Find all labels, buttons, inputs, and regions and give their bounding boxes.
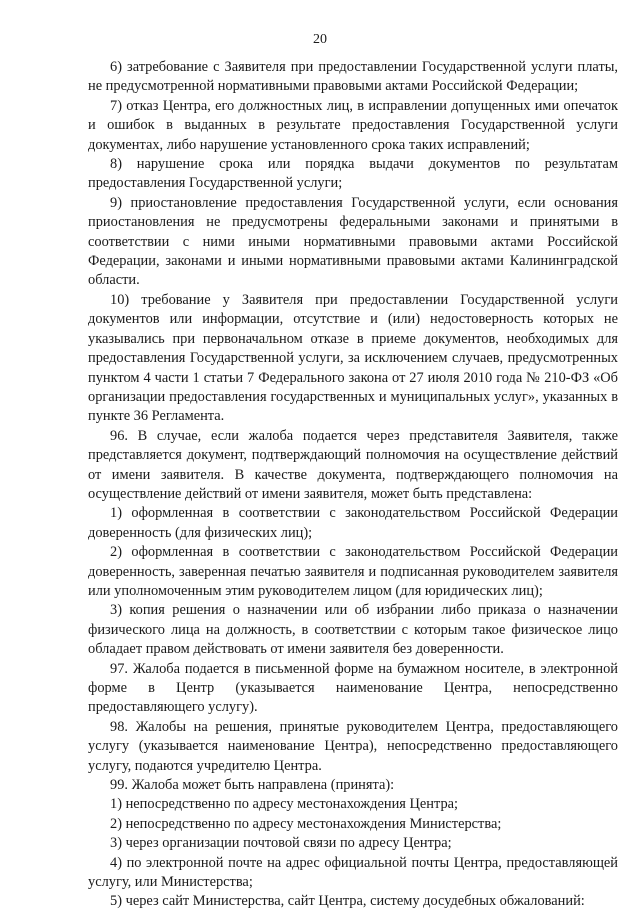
paragraph-99-item-3: 3) через организации почтовой связи по адресу Центра; (110, 835, 452, 852)
paragraph-96-item-1: 1) оформленная в соответствии с законодательством Российской Федерации доверенность (для физических лиц); (88, 505, 618, 541)
paragraph-item-8: 8) нарушение срока или порядка выдачи документов по результатам предоставления Государственной услуги; (88, 156, 618, 192)
page-number: 20 (313, 32, 327, 47)
paragraph-item-9: 9) приостановление предоставления Государственной услуги, если основания приостановления не предусмотрены федеральными законами и принятыми в соответствии с ними иными нормативными правовыми актами Российской Федерации, законами и иными нормативными правовыми актами Калининградской области. (88, 194, 618, 289)
paragraph-item-7: 7) отказ Центра, его должностных лиц, в исправлении допущенных ими опечаток и ошибок в выданных в результате предоставления Государственной услуги документах, либо нарушение установленного срока таких исправлений; (88, 97, 618, 153)
paragraph-item-10: 10) требование у Заявителя при предоставлении Государственной услуги документов или информации, отсутствие и (или) недостоверность которых не указывались при первоначальном отказе в приеме документов, необходимых для предоставления Государственной услуги, за исключением случаев, предусмотренных пунктом 4 части 1 статьи 7 Федерального закона от 27 июля 2010 года № 210-ФЗ «Об организации предоставления государственных и муниципальных услуг», указанных в пункте 36 Регламента. (88, 291, 618, 425)
paragraph-99-item-5: 5) через сайт Министерства, сайт Центра, систему досудебных обжалований: (110, 893, 585, 910)
paragraph-99-item-4: 4) по электронной почте на адрес официальной почты Центра, предоставляющей услугу, или Министерства; (88, 854, 618, 891)
paragraph-99: 99. Жалоба может быть направлена (принята): (110, 777, 395, 794)
paragraph-97: 97. Жалоба подается в письменной форме на бумажном носителе, в электронной форме в Центр (указывается наименование Центра, непосредственно предоставляющего услугу). (88, 660, 618, 716)
paragraph-99-item-1: 1) непосредственно по адресу местонахождения Центра; (110, 796, 459, 813)
document-body (88, 58, 618, 912)
paragraph-96-item-3: 3) копия решения о назначении или об избрании либо приказа о назначении физического лица на должность, в соответствии с которым такое физическое лицо обладает правом действовать от имени заявителя без доверенности. (88, 602, 618, 658)
paragraph-96-item-2: 2) оформленная в соответствии с законодательством Российской Федерации доверенность, заверенная печатью заявителя и подписанная руководителем заявителя или уполномоченным этим руководителем лицом (для юридических лиц); (88, 544, 618, 599)
paragraph-98: 98. Жалобы на решения, принятые руководителем Центра, предоставляющего услугу (указывается наименование Центра), непосредственно предоставляющего услугу, подаются учредителю Центра. (88, 718, 618, 774)
paragraph-item-6: 6) затребование с Заявителя при предоставлении Государственной услуги платы, не предусмотренной нормативными правовыми актами Российской Федерации; (88, 59, 618, 95)
paragraph-99-item-2: 2) непосредственно по адресу местонахождения Министерства; (110, 815, 502, 832)
paragraph-96: 96. В случае, если жалоба подается через представителя Заявителя, также представляется документ, подтверждающий полномочия на осуществление действий от имени заявителя. В качестве документа, подтверждающего полномочия на осуществление действий от имени заявителя, может быть представлена: (88, 427, 618, 502)
